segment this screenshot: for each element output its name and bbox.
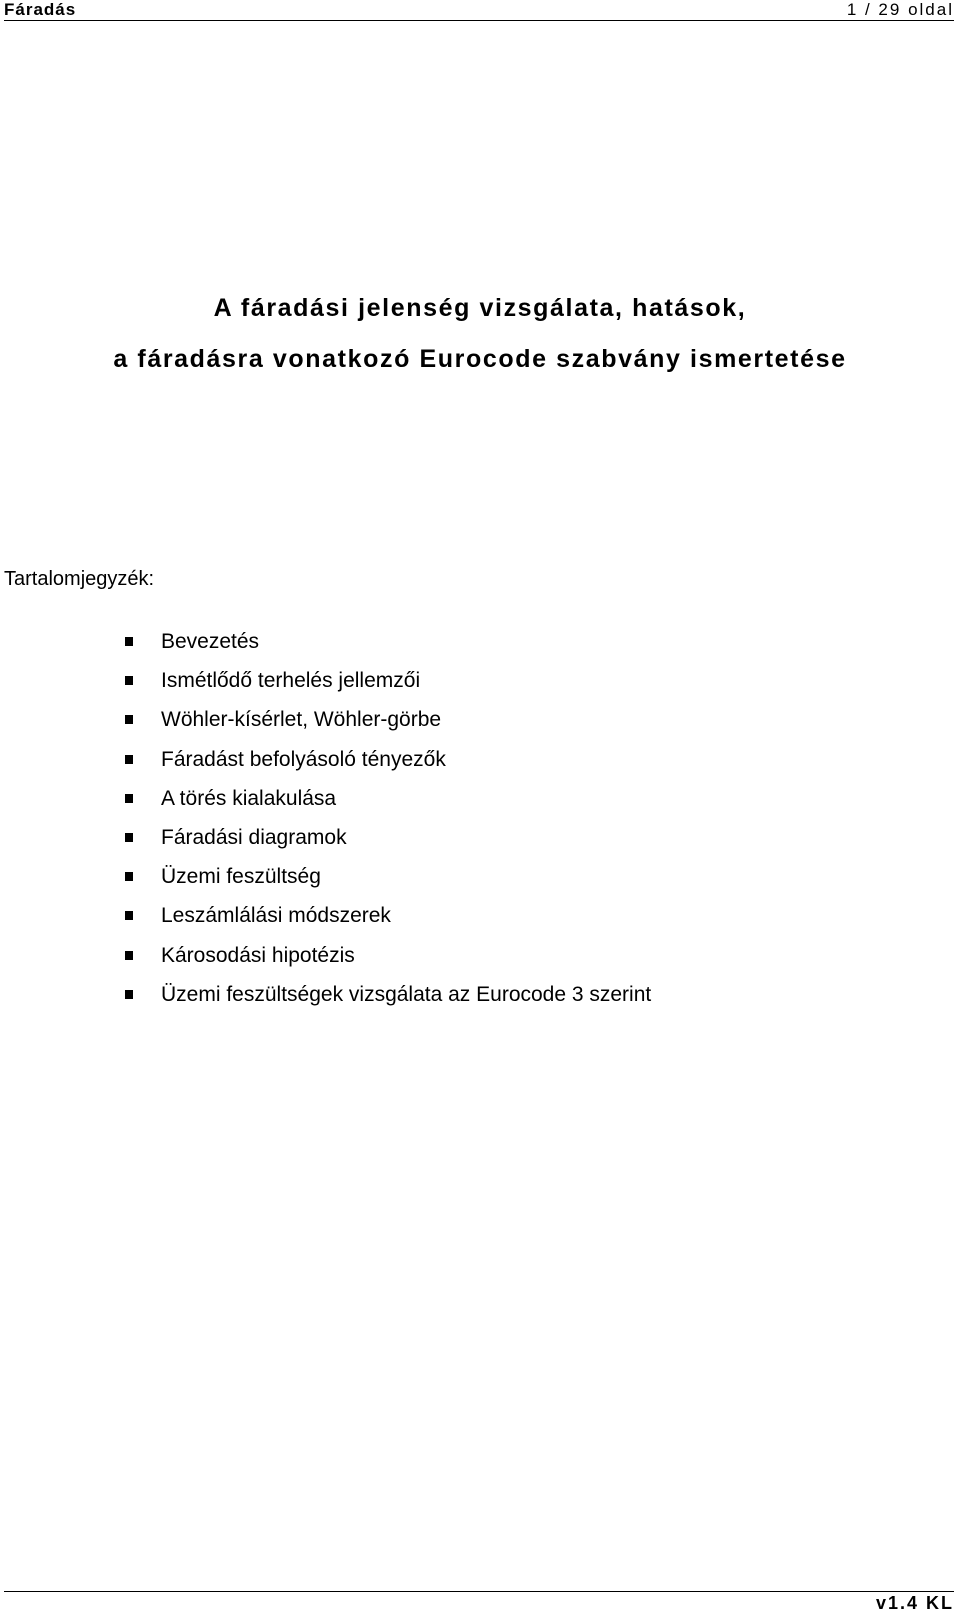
square-bullet-icon	[125, 990, 133, 999]
page-header	[4, 0, 954, 21]
square-bullet-icon	[125, 833, 133, 842]
document-title-line-1: A fáradási jelenség vizsgálata, hatások,	[213, 294, 747, 322]
toc-heading: Tartalomjegyzék:	[4, 568, 155, 590]
document-title-line-2: a fáradásra vonatkozó Eurocode szabvány ismertetése	[113, 345, 847, 373]
square-bullet-icon	[125, 715, 133, 724]
footer-version: v1.4 KL	[875, 1593, 954, 1613]
square-bullet-icon	[125, 951, 133, 960]
footer-divider	[4, 1591, 954, 1592]
square-bullet-icon	[125, 794, 133, 803]
toc-item-label: Fáradási diagramok	[161, 825, 347, 849]
square-bullet-icon	[125, 755, 133, 764]
toc-item-label: Fáradást befolyásoló tényezők	[161, 747, 446, 771]
square-bullet-icon	[125, 872, 133, 881]
square-bullet-icon	[125, 676, 133, 685]
toc-item-label: Leszámlálási módszerek	[161, 904, 391, 928]
toc-item-label: Üzemi feszültség	[161, 865, 321, 889]
header-page-number: 1 / 29 oldal	[846, 0, 954, 19]
square-bullet-icon	[125, 637, 133, 646]
toc-item-label: Bevezetés	[161, 630, 260, 653]
toc-item-label: Ismétlődő terhelés jellemzői	[161, 669, 421, 693]
square-bullet-icon	[125, 911, 133, 920]
toc-item-label: A törés kialakulása	[161, 786, 337, 810]
toc-item-label: Károsodási hipotézis	[161, 943, 355, 967]
toc-item-label: Üzemi feszültségek vizsgálata az Eurocode 3 szerint	[161, 982, 652, 1006]
toc-item-label: Wöhler-kísérlet, Wöhler-görbe	[161, 708, 442, 732]
header-document-title: Fáradás	[4, 0, 77, 19]
